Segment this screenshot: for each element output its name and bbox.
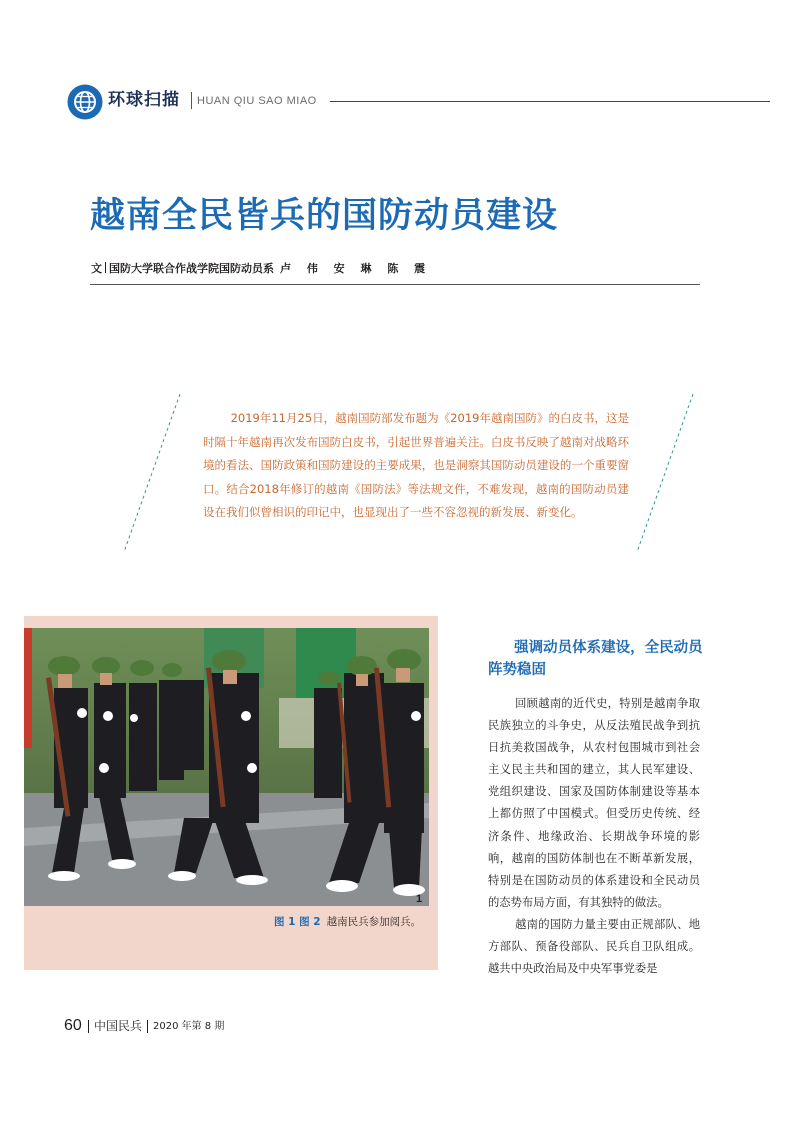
- author-affiliation: 国防大学联合作战学院国防动员系: [109, 262, 274, 275]
- globe-icon: [67, 84, 103, 120]
- section-heading: 强调动员体系建设，全民动员阵势稳固: [488, 640, 703, 678]
- journal-name: 中国民兵: [94, 1019, 143, 1033]
- page-number: 60: [64, 1017, 82, 1034]
- byline: [91, 261, 431, 276]
- page-title: 越南全民皆兵的国防动员建设: [90, 196, 559, 236]
- byline-rule: [90, 284, 700, 285]
- section-pinyin: HUAN QIU SAO MIAO: [197, 95, 317, 107]
- issue-number: 2020 年第 8 期: [153, 1021, 225, 1032]
- byline-divider: [105, 262, 106, 273]
- parade-photo: [24, 628, 429, 906]
- figure-caption-text: 越南民兵参加阅兵。: [326, 916, 422, 928]
- abstract: 2019年11月25日，越南国防部发布题为《2019年越南国防》的白皮书，这是时隔十年越南再次发布国防白皮书，引起世界普遍关注。白皮书反映了越南对战略环境的看法、国防政策和国防建设的主要成果，也是洞察其国防动员建设的一个重要窗口。结合2018年修订的越南《国防法》等法规文件，不难发现，越南的国防动员建设在我们似曾相识的印记中，也显现出了一些不容忽视的新发展、新变化。: [203, 411, 629, 519]
- author-names: 卢 伟 安 琳 陈 震: [280, 262, 432, 275]
- body-paragraph: 回顾越南的近代史，特别是越南争取民族独立的斗争史，从反法殖民战争到抗日抗美救国战争，从农村包围城市到社会主义民主共和国的建立，其人民军建设、党组织建设、国家及国防体制建设等基本上都仿照了中国模式。但受历史传统、经济条件、地缘政治、长期战争环境的影响，越南的国防体制也在不断革新发展，特别是在国防动员的体系建设和全民动员的态势布局方面，有其独特的做法。: [488, 697, 700, 909]
- footer-divider: [147, 1020, 148, 1033]
- figure-label: 图 1 图 2: [274, 916, 321, 928]
- header-divider: [191, 92, 192, 109]
- body-text: [488, 693, 700, 980]
- section-name: 环球扫描: [108, 90, 180, 110]
- header-rule: [330, 101, 770, 102]
- photo-number: 1: [416, 893, 423, 905]
- footer-divider: [88, 1020, 89, 1033]
- byline-prefix: 文: [91, 262, 102, 275]
- body-paragraph: 越南的国防力量主要由正规部队、地方部队、预备役部队、民兵自卫队组成。越共中央政治局及中央军事党委是: [488, 917, 700, 976]
- figure-caption: [274, 914, 421, 930]
